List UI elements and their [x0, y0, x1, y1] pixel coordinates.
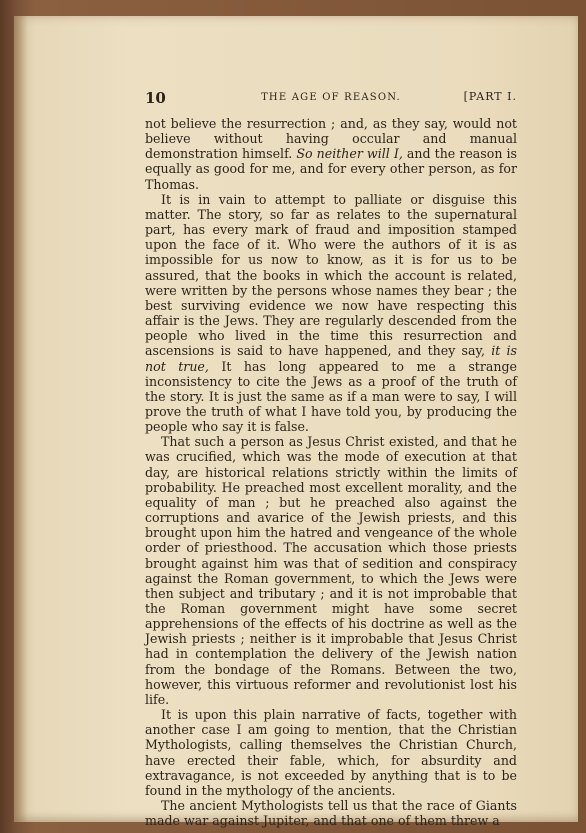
paragraph-2-text-b: It has long appeared to me a strange inconsistency to cite the Jews as a proof of the truth of the story. It is just the same as if a man were to say, I will prove the truth of what I have told you, by producing the people who say it is false. — [145, 358, 518, 435]
part-label: [PART I. — [463, 90, 517, 103]
paragraph-4: It is upon this plain narrative of facts, together with another case I am going to mention, that the Christian Mythologists, calling themselves the Christian Church, have erected their fable, which, for absurdity and extravagance, is not exceeded by anything that is to be found in the mythology of the ancients. — [145, 707, 517, 798]
paragraph-3: That such a person as Jesus Christ existed, and that he was crucified, which was the mode of execution at that day, are historical relations strictly within the limits of probability. He preached most excellent morality, and the equality of man ; but he preached also against the corruptions and avarice of the Jewish priests, and this brought upon him the hatred and vengeance of the whole order of priesthood. The accusation which those priests brought against him was that of sedition and conspiracy against the Roman government, to which the Jews were then subject and tributary ; and it is not improbable that the Roman government might have some secret apprehensions of the effects of his doctrine as well as the Jewish priests ; neither is it improbable that Jesus Christ had in contemplation the delivery of the Jewish nation from the bondage of the Romans. Between the two, however, this virtuous reformer and revolutionist lost his life. — [145, 434, 517, 707]
body-text — [145, 116, 517, 828]
page-gutter-shadow — [14, 16, 28, 822]
running-title: THE AGE OF REASON. — [261, 92, 401, 103]
paragraph-2 — [145, 192, 517, 435]
paragraph-1-text-a: not believe the resurrection ; and, as they say, would not believe without having occular and manual demonstration himself. — [145, 116, 517, 162]
paragraph-1-italic: So neither will I, — [296, 146, 403, 162]
paragraph-5: The ancient Mythologists tell us that the race of Giants made war against Jupiter, and that one of them threw a — [145, 798, 517, 829]
paragraph-1 — [145, 116, 517, 192]
paragraph-2-text-a: It is in vain to attempt to palliate or disguise this matter. The story, so far as relates to the supernatural part, has every mark of fraud and imposition stamped upon the face of it. Who were the authors of it is as impossible for us now to know, as it is for us to be assured, that the books in which the account is related, were written by the persons whose names they bear ; the best surviving evidence we now have respecting this affair is the Jews. They are regularly descended from the people who lived in the time this resurrection and ascensions is said to have happened, and they say, — [145, 191, 517, 359]
running-header — [145, 89, 517, 107]
page-number: 10 — [145, 89, 166, 107]
paragraph-2-italic: it is not true, — [145, 343, 517, 374]
paragraph-1-text-b: and the reason is equally as good for me, and for every other person, as for Thomas. — [145, 146, 518, 192]
